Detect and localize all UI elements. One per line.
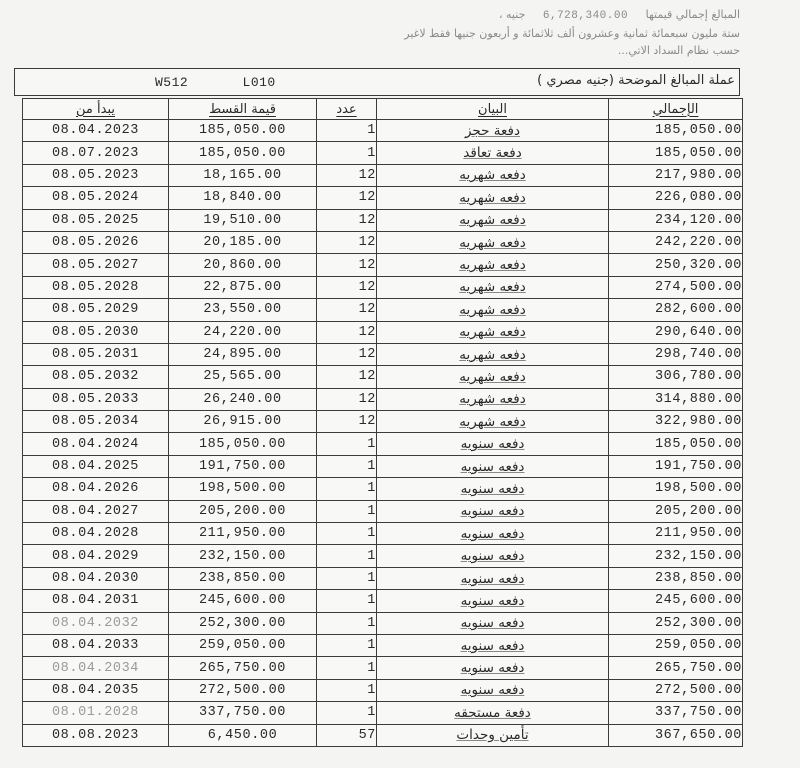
table-row xyxy=(23,679,743,701)
count-cell: 1 xyxy=(317,612,377,634)
count-cell: 12 xyxy=(317,187,377,209)
installment-value-cell: 259,050.00 xyxy=(169,634,317,656)
total-cell: 290,640.00 xyxy=(609,321,743,343)
intro-payment-plan-caption: حسب نظام السداد الاتي... xyxy=(617,44,740,57)
count-cell: 12 xyxy=(317,411,377,433)
start-date-cell: 08.04.2031 xyxy=(23,590,169,612)
description-cell: دفعة حجز xyxy=(377,120,609,142)
installment-value-cell: 18,840.00 xyxy=(169,187,317,209)
total-cell: 185,050.00 xyxy=(609,433,743,455)
table-header-row xyxy=(23,99,743,120)
count-cell: 12 xyxy=(317,388,377,410)
count-cell: 1 xyxy=(317,702,377,724)
count-cell: 12 xyxy=(317,299,377,321)
currency-label: عملة المبالغ الموضحة (جنيه مصري ) xyxy=(537,73,735,88)
total-cell: 250,320.00 xyxy=(609,254,743,276)
description-cell: دفعه شهريه xyxy=(377,299,609,321)
intro-text xyxy=(120,6,740,59)
start-date-cell: 08.05.2024 xyxy=(23,187,169,209)
description-cell: دفعه سنويه xyxy=(377,634,609,656)
header-installment-value: قيمة القسط xyxy=(169,99,317,120)
start-date-cell: 08.05.2023 xyxy=(23,164,169,186)
start-date-cell: 08.04.2026 xyxy=(23,478,169,500)
count-cell: 1 xyxy=(317,545,377,567)
table-row xyxy=(23,209,743,231)
table-row xyxy=(23,187,743,209)
count-cell: 1 xyxy=(317,679,377,701)
total-cell: 205,200.00 xyxy=(609,500,743,522)
total-cell: 185,050.00 xyxy=(609,142,743,164)
start-date-cell: 08.04.2029 xyxy=(23,545,169,567)
table-row xyxy=(23,254,743,276)
description-cell: دفعه شهريه xyxy=(377,187,609,209)
installment-value-cell: 22,875.00 xyxy=(169,276,317,298)
start-date-cell: 08.01.2028 xyxy=(23,702,169,724)
total-cell: 226,080.00 xyxy=(609,187,743,209)
description-cell: دفعه سنويه xyxy=(377,478,609,500)
installment-value-cell: 272,500.00 xyxy=(169,679,317,701)
count-cell: 57 xyxy=(317,724,377,746)
start-date-cell: 08.08.2023 xyxy=(23,724,169,746)
start-date-cell: 08.05.2027 xyxy=(23,254,169,276)
installment-value-cell: 252,300.00 xyxy=(169,612,317,634)
installment-value-cell: 232,150.00 xyxy=(169,545,317,567)
installment-value-cell: 24,895.00 xyxy=(169,343,317,365)
table-row xyxy=(23,231,743,253)
total-cell: 298,740.00 xyxy=(609,343,743,365)
count-cell: 1 xyxy=(317,142,377,164)
count-cell: 12 xyxy=(317,366,377,388)
header-total: الإجمالي xyxy=(609,99,743,120)
total-cell: 238,850.00 xyxy=(609,567,743,589)
description-cell: دفعه سنويه xyxy=(377,567,609,589)
description-cell: تأمين وحدات xyxy=(377,724,609,746)
installment-value-cell: 6,450.00 xyxy=(169,724,317,746)
total-cell: 191,750.00 xyxy=(609,455,743,477)
intro-total-amount: 6,728,340.00 xyxy=(542,10,629,22)
header-start-date: يبدأ من xyxy=(23,99,169,120)
unit-code-w: W512 xyxy=(155,75,189,90)
start-date-cell: 08.04.2025 xyxy=(23,455,169,477)
start-date-cell: 08.05.2033 xyxy=(23,388,169,410)
description-cell: دفعه شهريه xyxy=(377,254,609,276)
table-row xyxy=(23,500,743,522)
description-cell: دفعه شهريه xyxy=(377,164,609,186)
count-cell: 12 xyxy=(317,231,377,253)
installment-value-cell: 20,185.00 xyxy=(169,231,317,253)
table-row xyxy=(23,411,743,433)
count-cell: 1 xyxy=(317,634,377,656)
table-row xyxy=(23,366,743,388)
count-cell: 12 xyxy=(317,254,377,276)
start-date-cell: 08.05.2028 xyxy=(23,276,169,298)
total-cell: 322,980.00 xyxy=(609,411,743,433)
count-cell: 12 xyxy=(317,209,377,231)
description-cell: دفعه سنويه xyxy=(377,433,609,455)
description-cell: دفعه سنويه xyxy=(377,523,609,545)
description-cell: دفعه شهريه xyxy=(377,366,609,388)
start-date-cell: 08.04.2027 xyxy=(23,500,169,522)
description-cell: دفعه شهريه xyxy=(377,231,609,253)
currency-banner xyxy=(14,68,740,96)
table-row xyxy=(23,590,743,612)
total-cell: 211,950.00 xyxy=(609,523,743,545)
description-cell: دفعه سنويه xyxy=(377,657,609,679)
intro-total-line xyxy=(120,6,740,25)
description-cell: دفعة مستحقه xyxy=(377,702,609,724)
installment-value-cell: 185,050.00 xyxy=(169,142,317,164)
installment-value-cell: 205,200.00 xyxy=(169,500,317,522)
start-date-cell: 08.05.2030 xyxy=(23,321,169,343)
unit-codes xyxy=(155,75,322,90)
intro-amount-in-words: ستة مليون سبعمائة ثمانية وعشرون ألف ثلاثمائة و أربعون جنيها فقط لاغير xyxy=(404,27,740,40)
installment-value-cell: 23,550.00 xyxy=(169,299,317,321)
start-date-cell: 08.04.2024 xyxy=(23,433,169,455)
table-row xyxy=(23,724,743,746)
count-cell: 12 xyxy=(317,164,377,186)
total-cell: 234,120.00 xyxy=(609,209,743,231)
table-row xyxy=(23,523,743,545)
table-row xyxy=(23,276,743,298)
start-date-cell: 08.07.2023 xyxy=(23,142,169,164)
start-date-cell: 08.04.2028 xyxy=(23,523,169,545)
total-cell: 217,980.00 xyxy=(609,164,743,186)
installment-value-cell: 198,500.00 xyxy=(169,478,317,500)
start-date-cell: 08.05.2026 xyxy=(23,231,169,253)
total-cell: 259,050.00 xyxy=(609,634,743,656)
description-cell: دفعة تعاقد xyxy=(377,142,609,164)
count-cell: 12 xyxy=(317,343,377,365)
count-cell: 12 xyxy=(317,321,377,343)
description-cell: دفعه شهريه xyxy=(377,343,609,365)
description-cell: دفعه شهريه xyxy=(377,411,609,433)
table-row xyxy=(23,433,743,455)
description-cell: دفعه سنويه xyxy=(377,679,609,701)
total-cell: 282,600.00 xyxy=(609,299,743,321)
total-cell: 337,750.00 xyxy=(609,702,743,724)
description-cell: دفعه شهريه xyxy=(377,321,609,343)
description-cell: دفعه شهريه xyxy=(377,209,609,231)
count-cell: 1 xyxy=(317,478,377,500)
start-date-cell: 08.04.2032 xyxy=(23,612,169,634)
start-date-cell: 08.04.2030 xyxy=(23,567,169,589)
start-date-cell: 08.05.2034 xyxy=(23,411,169,433)
installment-value-cell: 238,850.00 xyxy=(169,567,317,589)
start-date-cell: 08.05.2029 xyxy=(23,299,169,321)
total-cell: 265,750.00 xyxy=(609,657,743,679)
installment-value-cell: 337,750.00 xyxy=(169,702,317,724)
total-cell: 232,150.00 xyxy=(609,545,743,567)
table-row xyxy=(23,164,743,186)
installment-value-cell: 26,915.00 xyxy=(169,411,317,433)
table-row xyxy=(23,634,743,656)
total-cell: 185,050.00 xyxy=(609,120,743,142)
installment-value-cell: 185,050.00 xyxy=(169,120,317,142)
count-cell: 1 xyxy=(317,433,377,455)
total-cell: 242,220.00 xyxy=(609,231,743,253)
intro-total-suffix: جنيه ، xyxy=(498,8,526,21)
total-cell: 314,880.00 xyxy=(609,388,743,410)
table-row xyxy=(23,455,743,477)
start-date-cell: 08.05.2031 xyxy=(23,343,169,365)
table-row xyxy=(23,612,743,634)
description-cell: دفعه شهريه xyxy=(377,276,609,298)
installment-value-cell: 26,240.00 xyxy=(169,388,317,410)
installment-value-cell: 191,750.00 xyxy=(169,455,317,477)
table-row xyxy=(23,120,743,142)
total-cell: 272,500.00 xyxy=(609,679,743,701)
table-row xyxy=(23,657,743,679)
start-date-cell: 08.05.2032 xyxy=(23,366,169,388)
total-cell: 274,500.00 xyxy=(609,276,743,298)
start-date-cell: 08.04.2023 xyxy=(23,120,169,142)
header-count: عدد xyxy=(317,99,377,120)
total-cell: 367,650.00 xyxy=(609,724,743,746)
description-cell: دفعه سنويه xyxy=(377,612,609,634)
description-cell: دفعه سنويه xyxy=(377,590,609,612)
table-row xyxy=(23,299,743,321)
table-row xyxy=(23,343,743,365)
installment-value-cell: 185,050.00 xyxy=(169,433,317,455)
total-cell: 252,300.00 xyxy=(609,612,743,634)
table-row xyxy=(23,142,743,164)
installment-value-cell: 25,565.00 xyxy=(169,366,317,388)
table-row xyxy=(23,567,743,589)
start-date-cell: 08.04.2033 xyxy=(23,634,169,656)
installment-value-cell: 24,220.00 xyxy=(169,321,317,343)
start-date-cell: 08.05.2025 xyxy=(23,209,169,231)
description-cell: دفعه سنويه xyxy=(377,500,609,522)
description-cell: دفعه سنويه xyxy=(377,545,609,567)
table-row xyxy=(23,545,743,567)
table-row xyxy=(23,702,743,724)
count-cell: 1 xyxy=(317,455,377,477)
installment-value-cell: 18,165.00 xyxy=(169,164,317,186)
installment-value-cell: 245,600.00 xyxy=(169,590,317,612)
count-cell: 1 xyxy=(317,523,377,545)
installment-value-cell: 19,510.00 xyxy=(169,209,317,231)
description-cell: دفعه سنويه xyxy=(377,455,609,477)
table-row xyxy=(23,321,743,343)
installment-value-cell: 20,860.00 xyxy=(169,254,317,276)
count-cell: 1 xyxy=(317,590,377,612)
intro-total-prefix: المبالغ إجمالي قيمتها xyxy=(645,8,740,21)
total-cell: 198,500.00 xyxy=(609,478,743,500)
count-cell: 1 xyxy=(317,657,377,679)
count-cell: 1 xyxy=(317,120,377,142)
installment-value-cell: 211,950.00 xyxy=(169,523,317,545)
start-date-cell: 08.04.2035 xyxy=(23,679,169,701)
unit-code-l: L010 xyxy=(242,75,276,90)
start-date-cell: 08.04.2034 xyxy=(23,657,169,679)
table-body xyxy=(23,120,743,747)
count-cell: 1 xyxy=(317,567,377,589)
total-cell: 306,780.00 xyxy=(609,366,743,388)
count-cell: 1 xyxy=(317,500,377,522)
header-description: البيان xyxy=(377,99,609,120)
count-cell: 12 xyxy=(317,276,377,298)
installment-value-cell: 265,750.00 xyxy=(169,657,317,679)
table-row xyxy=(23,478,743,500)
table-row xyxy=(23,388,743,410)
description-cell: دفعه شهريه xyxy=(377,388,609,410)
payment-schedule-table xyxy=(22,98,743,747)
total-cell: 245,600.00 xyxy=(609,590,743,612)
